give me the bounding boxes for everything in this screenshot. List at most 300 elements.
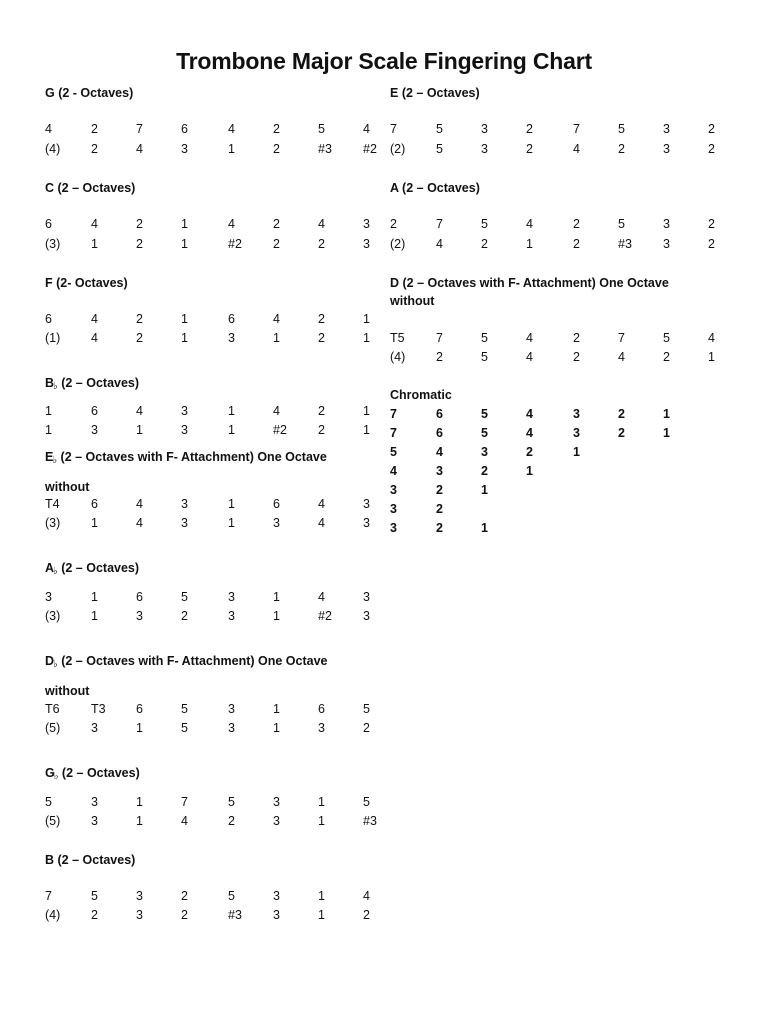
fingering-cell: 1 xyxy=(318,889,325,903)
chromatic-row xyxy=(390,405,730,424)
fingering-cell: 2 xyxy=(273,217,280,231)
slide-position-row xyxy=(45,120,385,139)
fingering-cell: 4 xyxy=(708,331,715,345)
slide-position-row xyxy=(45,793,385,812)
fingering-cell: 2 xyxy=(526,445,533,459)
fingering-cell: 3 xyxy=(273,795,280,809)
scale-heading xyxy=(45,179,385,197)
fingering-cell: 2 xyxy=(136,237,143,251)
fingering-cell: 1 xyxy=(91,609,98,623)
fingering-cell: 6 xyxy=(436,407,443,421)
fingering-cell: 2 xyxy=(526,142,533,156)
fingering-cell: 1 xyxy=(181,331,188,345)
fingering-cell: 6 xyxy=(181,122,188,136)
fingering-cell: 1 xyxy=(708,350,715,364)
fingering-cell: 7 xyxy=(390,407,397,421)
fingering-cell: 5 xyxy=(363,795,370,809)
slide-position-row xyxy=(45,700,385,719)
scale-heading-text: (2 – Octaves with F- Attachment) One Octave xyxy=(57,450,327,464)
fingering-cell: 3 xyxy=(228,702,235,716)
fingering-cell: 3 xyxy=(481,142,488,156)
alternate-position-row xyxy=(390,348,730,367)
scale-heading xyxy=(45,851,385,869)
fingering-cell: 5 xyxy=(363,702,370,716)
chromatic-row xyxy=(390,500,730,519)
fingering-cell: 4 xyxy=(318,217,325,231)
scale-section xyxy=(390,84,710,102)
fingering-cell: 2 xyxy=(618,426,625,440)
fingering-cell: 3 xyxy=(91,795,98,809)
fingering-cell: 2 xyxy=(318,423,325,437)
scale-key-name: A xyxy=(390,181,399,195)
fingering-cell: 4 xyxy=(181,814,188,828)
chromatic-row xyxy=(390,519,730,538)
fingering-cell: 2 xyxy=(618,407,625,421)
scale-key-name: B xyxy=(45,376,55,390)
alternate-position-row xyxy=(45,421,385,440)
fingering-cell: (5) xyxy=(45,814,61,828)
fingering-cell: 3 xyxy=(363,609,370,623)
scale-heading-text: (2- Octaves) xyxy=(52,276,128,290)
fingering-cell: 6 xyxy=(436,426,443,440)
fingering-cell: 5 xyxy=(91,889,98,903)
slide-position-row xyxy=(45,495,385,514)
fingering-cell: #3 xyxy=(363,814,377,828)
scale-key-name: G xyxy=(45,766,55,780)
flat-sign-icon: ♭ xyxy=(52,455,58,466)
fingering-cell: 4 xyxy=(136,142,143,156)
fingering-cell: T6 xyxy=(45,702,60,716)
fingering-cell: 2 xyxy=(91,908,98,922)
scale-heading xyxy=(45,764,385,784)
alternate-position-row xyxy=(45,719,385,738)
scale-key-name: A xyxy=(45,561,55,575)
fingering-cell: (2) xyxy=(390,237,406,251)
chromatic-heading: Chromatic xyxy=(390,388,452,402)
fingering-cell: #3 xyxy=(228,908,242,922)
fingering-cell: 4 xyxy=(136,516,143,530)
fingering-cell: 4 xyxy=(526,331,533,345)
scale-heading-text: (2 – Octaves) xyxy=(57,561,140,575)
scale-heading-text: (2 – Octaves with F- Attachment) One Octave without xyxy=(390,276,669,308)
fingering-cell: 2 xyxy=(436,483,443,497)
fingering-cell: 5 xyxy=(481,217,488,231)
fingering-cell: 7 xyxy=(390,426,397,440)
fingering-cell: (2) xyxy=(390,142,406,156)
flat-sign-icon: ♭ xyxy=(53,381,58,392)
fingering-cell: 3 xyxy=(273,908,280,922)
fingering-cell: 1 xyxy=(91,516,98,530)
fingering-cell: 3 xyxy=(363,237,370,251)
scale-heading xyxy=(45,652,385,672)
scale-heading xyxy=(390,179,710,197)
fingering-cell: T4 xyxy=(45,497,60,511)
fingering-cell: 4 xyxy=(526,426,533,440)
fingering-cell: 5 xyxy=(181,702,188,716)
scale-key-name: B xyxy=(45,853,55,867)
fingering-cell: 4 xyxy=(526,407,533,421)
fingering-cell: 2 xyxy=(228,814,235,828)
fingering-cell: 3 xyxy=(228,609,235,623)
alternate-position-row xyxy=(45,812,385,831)
fingering-cell: 5 xyxy=(228,795,235,809)
fingering-cell: 1 xyxy=(318,908,325,922)
fingering-cell: 6 xyxy=(228,312,235,326)
fingering-cell: 5 xyxy=(390,445,397,459)
fingering-cell: 1 xyxy=(273,331,280,345)
scale-heading-text: (2 – Octaves) xyxy=(398,86,480,100)
fingering-cell: 4 xyxy=(136,404,143,418)
slide-position-row xyxy=(45,588,385,607)
fingering-cell: 2 xyxy=(181,889,188,903)
scale-section xyxy=(390,274,710,310)
fingering-cell: 4 xyxy=(618,350,625,364)
fingering-cell: 2 xyxy=(318,312,325,326)
scale-key-name: C xyxy=(45,181,55,195)
fingering-cell: 3 xyxy=(663,122,670,136)
fingering-cell: 4 xyxy=(318,516,325,530)
scale-heading-text: (2 – Octaves with F- Attachment) One Octave xyxy=(57,654,328,668)
fingering-cell: 1 xyxy=(481,483,488,497)
scale-heading xyxy=(45,274,385,292)
scale-section xyxy=(45,764,385,784)
fingering-cell: 3 xyxy=(273,814,280,828)
fingering-cell: 2 xyxy=(273,142,280,156)
fingering-cell: 4 xyxy=(318,497,325,511)
fingering-cell: 3 xyxy=(390,521,397,535)
fingering-cell: 3 xyxy=(390,502,397,516)
fingering-cell: 5 xyxy=(481,350,488,364)
fingering-cell: 3 xyxy=(136,889,143,903)
fingering-cell: 2 xyxy=(363,908,370,922)
fingering-cell: 2 xyxy=(318,404,325,418)
fingering-cell: 4 xyxy=(91,331,98,345)
fingering-cell: 3 xyxy=(181,423,188,437)
fingering-cell: 2 xyxy=(136,217,143,231)
fingering-cell: 5 xyxy=(618,122,625,136)
fingering-cell: 3 xyxy=(45,590,52,604)
fingering-cell: T3 xyxy=(91,702,106,716)
fingering-cell: 5 xyxy=(481,331,488,345)
fingering-cell: 1 xyxy=(273,721,280,735)
fingering-cell: 2 xyxy=(181,908,188,922)
scale-heading-text: (2 – Octaves) xyxy=(54,853,136,867)
fingering-cell: (4) xyxy=(45,142,61,156)
scale-section xyxy=(390,179,710,197)
fingering-cell: 5 xyxy=(481,407,488,421)
scale-heading xyxy=(390,84,710,102)
chromatic-row xyxy=(390,462,730,481)
slide-position-row xyxy=(45,310,385,329)
fingering-cell: 7 xyxy=(573,122,580,136)
scale-key-name: G xyxy=(45,86,55,100)
fingering-cell: 1 xyxy=(45,423,52,437)
fingering-cell: 1 xyxy=(228,404,235,418)
fingering-cell: 2 xyxy=(708,237,715,251)
flat-sign-icon: ♭ xyxy=(53,659,58,670)
fingering-cell: 1 xyxy=(181,217,188,231)
fingering-cell: 1 xyxy=(318,795,325,809)
fingering-cell: (3) xyxy=(45,237,61,251)
fingering-cell: 3 xyxy=(663,217,670,231)
alternate-position-row xyxy=(390,140,730,159)
fingering-cell: 4 xyxy=(436,445,443,459)
fingering-cell: 1 xyxy=(228,497,235,511)
fingering-cell: 5 xyxy=(318,122,325,136)
fingering-cell: #2 xyxy=(273,423,287,437)
fingering-cell: (1) xyxy=(45,331,61,345)
fingering-cell: #2 xyxy=(228,237,242,251)
slide-position-row xyxy=(390,215,730,234)
chromatic-row xyxy=(390,424,730,443)
fingering-cell: 3 xyxy=(363,217,370,231)
fingering-cell: 1 xyxy=(136,814,143,828)
fingering-cell: 3 xyxy=(91,814,98,828)
scale-heading xyxy=(45,84,385,102)
fingering-cell: 3 xyxy=(663,142,670,156)
fingering-cell: 1 xyxy=(273,590,280,604)
fingering-cell: 2 xyxy=(573,350,580,364)
fingering-cell: 3 xyxy=(91,721,98,735)
fingering-cell: 3 xyxy=(136,908,143,922)
fingering-cell: 3 xyxy=(273,889,280,903)
fingering-cell: 6 xyxy=(136,702,143,716)
fingering-cell: 3 xyxy=(91,423,98,437)
fingering-cell: 4 xyxy=(526,350,533,364)
fingering-cell: 6 xyxy=(136,590,143,604)
fingering-cell: #3 xyxy=(318,142,332,156)
fingering-cell: 2 xyxy=(436,521,443,535)
fingering-cell: 1 xyxy=(573,445,580,459)
scale-key-name: E xyxy=(45,450,54,464)
scale-heading-text: (2 – Octaves) xyxy=(398,181,480,195)
fingering-cell: 5 xyxy=(436,122,443,136)
alternate-position-row xyxy=(45,329,385,348)
fingering-cell: 4 xyxy=(91,312,98,326)
scale-heading xyxy=(45,559,385,579)
slide-position-row xyxy=(45,402,385,421)
fingering-cell: 1 xyxy=(481,521,488,535)
fingering-cell: 5 xyxy=(181,721,188,735)
scale-section xyxy=(45,448,385,468)
fingering-cell: 1 xyxy=(363,404,370,418)
fingering-cell: 3 xyxy=(363,590,370,604)
fingering-cell: 4 xyxy=(436,237,443,251)
fingering-cell: 5 xyxy=(663,331,670,345)
fingering-cell: 6 xyxy=(45,217,52,231)
scale-heading-continuation: without xyxy=(45,684,90,698)
fingering-cell: 1 xyxy=(363,423,370,437)
scale-key-name: E xyxy=(390,86,399,100)
fingering-cell: 2 xyxy=(363,721,370,735)
fingering-cell: 7 xyxy=(390,122,397,136)
fingering-cell: 1 xyxy=(136,423,143,437)
fingering-cell: 1 xyxy=(363,312,370,326)
scale-section xyxy=(45,559,385,579)
scale-heading-continuation: without xyxy=(45,480,90,494)
fingering-cell: 2 xyxy=(573,331,580,345)
chromatic-row xyxy=(390,481,730,500)
fingering-cell: 1 xyxy=(181,237,188,251)
fingering-cell: 3 xyxy=(481,122,488,136)
fingering-cell: 3 xyxy=(228,721,235,735)
scale-heading xyxy=(45,374,385,394)
fingering-cell: 3 xyxy=(181,516,188,530)
scale-heading xyxy=(390,274,710,310)
fingering-cell: 1 xyxy=(273,702,280,716)
fingering-cell: 3 xyxy=(436,464,443,478)
fingering-cell: 7 xyxy=(136,122,143,136)
fingering-cell: 4 xyxy=(573,142,580,156)
fingering-cell: 4 xyxy=(363,122,370,136)
fingering-cell: 2 xyxy=(318,237,325,251)
fingering-cell: #2 xyxy=(318,609,332,623)
alternate-position-row xyxy=(45,140,385,159)
fingering-cell: 2 xyxy=(573,237,580,251)
slide-position-row xyxy=(45,215,385,234)
fingering-cell: 1 xyxy=(663,407,670,421)
fingering-cell: 1 xyxy=(273,609,280,623)
fingering-cell: 3 xyxy=(181,142,188,156)
fingering-cell: 6 xyxy=(91,404,98,418)
fingering-cell: 1 xyxy=(136,721,143,735)
fingering-cell: 4 xyxy=(273,404,280,418)
scale-section xyxy=(45,84,385,102)
fingering-cell: 3 xyxy=(228,331,235,345)
page-title: Trombone Major Scale Fingering Chart xyxy=(176,48,592,74)
scale-heading-text: (2 – Octaves) xyxy=(57,376,140,390)
alternate-position-row xyxy=(45,906,385,925)
fingering-cell: 4 xyxy=(45,122,52,136)
fingering-cell: 4 xyxy=(318,590,325,604)
alternate-position-row xyxy=(390,235,730,254)
fingering-cell: 2 xyxy=(91,142,98,156)
fingering-cell: 2 xyxy=(481,237,488,251)
fingering-cell: 3 xyxy=(481,445,488,459)
fingering-cell: 6 xyxy=(273,497,280,511)
fingering-cell: 1 xyxy=(526,464,533,478)
fingering-cell: 2 xyxy=(573,217,580,231)
fingering-cell: 5 xyxy=(481,426,488,440)
fingering-cell: 3 xyxy=(136,609,143,623)
alternate-position-row xyxy=(45,235,385,254)
fingering-cell: 3 xyxy=(273,516,280,530)
fingering-cell: 1 xyxy=(363,331,370,345)
fingering-cell: 3 xyxy=(363,497,370,511)
fingering-cell: 1 xyxy=(663,426,670,440)
fingering-cell: 4 xyxy=(390,464,397,478)
slide-position-row xyxy=(45,887,385,906)
fingering-cell: 6 xyxy=(91,497,98,511)
fingering-cell: 7 xyxy=(436,217,443,231)
flat-sign-icon: ♭ xyxy=(53,771,59,782)
fingering-cell: 2 xyxy=(136,331,143,345)
fingering-cell: 1 xyxy=(228,423,235,437)
fingering-cell: 3 xyxy=(181,404,188,418)
fingering-cell: 7 xyxy=(436,331,443,345)
fingering-cell: 5 xyxy=(618,217,625,231)
alternate-position-row xyxy=(45,607,385,626)
fingering-cell: (4) xyxy=(390,350,406,364)
fingering-cell: 2 xyxy=(436,502,443,516)
fingering-cell: 3 xyxy=(181,497,188,511)
fingering-cell: 1 xyxy=(318,814,325,828)
fingering-cell: 5 xyxy=(45,795,52,809)
fingering-cell: 2 xyxy=(318,331,325,345)
fingering-cell: 3 xyxy=(318,721,325,735)
fingering-cell: 3 xyxy=(363,516,370,530)
fingering-cell: 4 xyxy=(363,889,370,903)
scale-heading-text: (2 – Octaves) xyxy=(58,766,140,780)
fingering-cell: 7 xyxy=(45,889,52,903)
scale-section xyxy=(45,374,385,394)
fingering-cell: 2 xyxy=(181,609,188,623)
scale-key-name: D xyxy=(390,276,400,290)
fingering-cell: 2 xyxy=(708,142,715,156)
fingering-cell: 3 xyxy=(573,407,580,421)
fingering-cell: 4 xyxy=(273,312,280,326)
fingering-cell: 5 xyxy=(228,889,235,903)
fingering-cell: 2 xyxy=(481,464,488,478)
fingering-cell: 2 xyxy=(390,217,397,231)
fingering-cell: 7 xyxy=(618,331,625,345)
alternate-position-row xyxy=(45,514,385,533)
fingering-cell: 3 xyxy=(228,590,235,604)
fingering-cell: 7 xyxy=(181,795,188,809)
fingering-cell: 2 xyxy=(618,142,625,156)
scale-heading-text: (2 - Octaves) xyxy=(54,86,134,100)
fingering-cell: #2 xyxy=(363,142,377,156)
fingering-cell: (3) xyxy=(45,516,61,530)
fingering-cell: 2 xyxy=(91,122,98,136)
fingering-cell: 1 xyxy=(228,142,235,156)
fingering-cell: 1 xyxy=(91,237,98,251)
slide-position-row xyxy=(390,120,730,139)
fingering-cell: 5 xyxy=(181,590,188,604)
fingering-cell: T5 xyxy=(390,331,405,345)
fingering-cell: 4 xyxy=(136,497,143,511)
fingering-cell: 1 xyxy=(45,404,52,418)
fingering-cell: 1 xyxy=(526,237,533,251)
fingering-cell: 6 xyxy=(318,702,325,716)
chromatic-row xyxy=(390,443,730,462)
fingering-cell: 6 xyxy=(45,312,52,326)
scale-section xyxy=(45,851,385,869)
fingering-cell: 4 xyxy=(228,122,235,136)
flat-sign-icon: ♭ xyxy=(53,566,58,577)
slide-position-row xyxy=(390,329,730,348)
fingering-cell: 4 xyxy=(228,217,235,231)
fingering-cell: 4 xyxy=(526,217,533,231)
scale-section xyxy=(45,652,385,672)
fingering-cell: 2 xyxy=(136,312,143,326)
fingering-cell: 1 xyxy=(228,516,235,530)
fingering-cell: (4) xyxy=(45,908,61,922)
fingering-cell: (3) xyxy=(45,609,61,623)
fingering-cell: 4 xyxy=(91,217,98,231)
fingering-cell: 2 xyxy=(663,350,670,364)
fingering-cell: 1 xyxy=(91,590,98,604)
scale-heading xyxy=(45,448,385,468)
scale-section xyxy=(45,274,385,292)
scale-key-name: D xyxy=(45,654,55,668)
fingering-cell: 3 xyxy=(663,237,670,251)
scale-heading-text: (2 – Octaves) xyxy=(54,181,136,195)
fingering-cell: 2 xyxy=(708,217,715,231)
fingering-cell: (5) xyxy=(45,721,61,735)
fingering-cell: 2 xyxy=(526,122,533,136)
fingering-cell: 2 xyxy=(273,122,280,136)
